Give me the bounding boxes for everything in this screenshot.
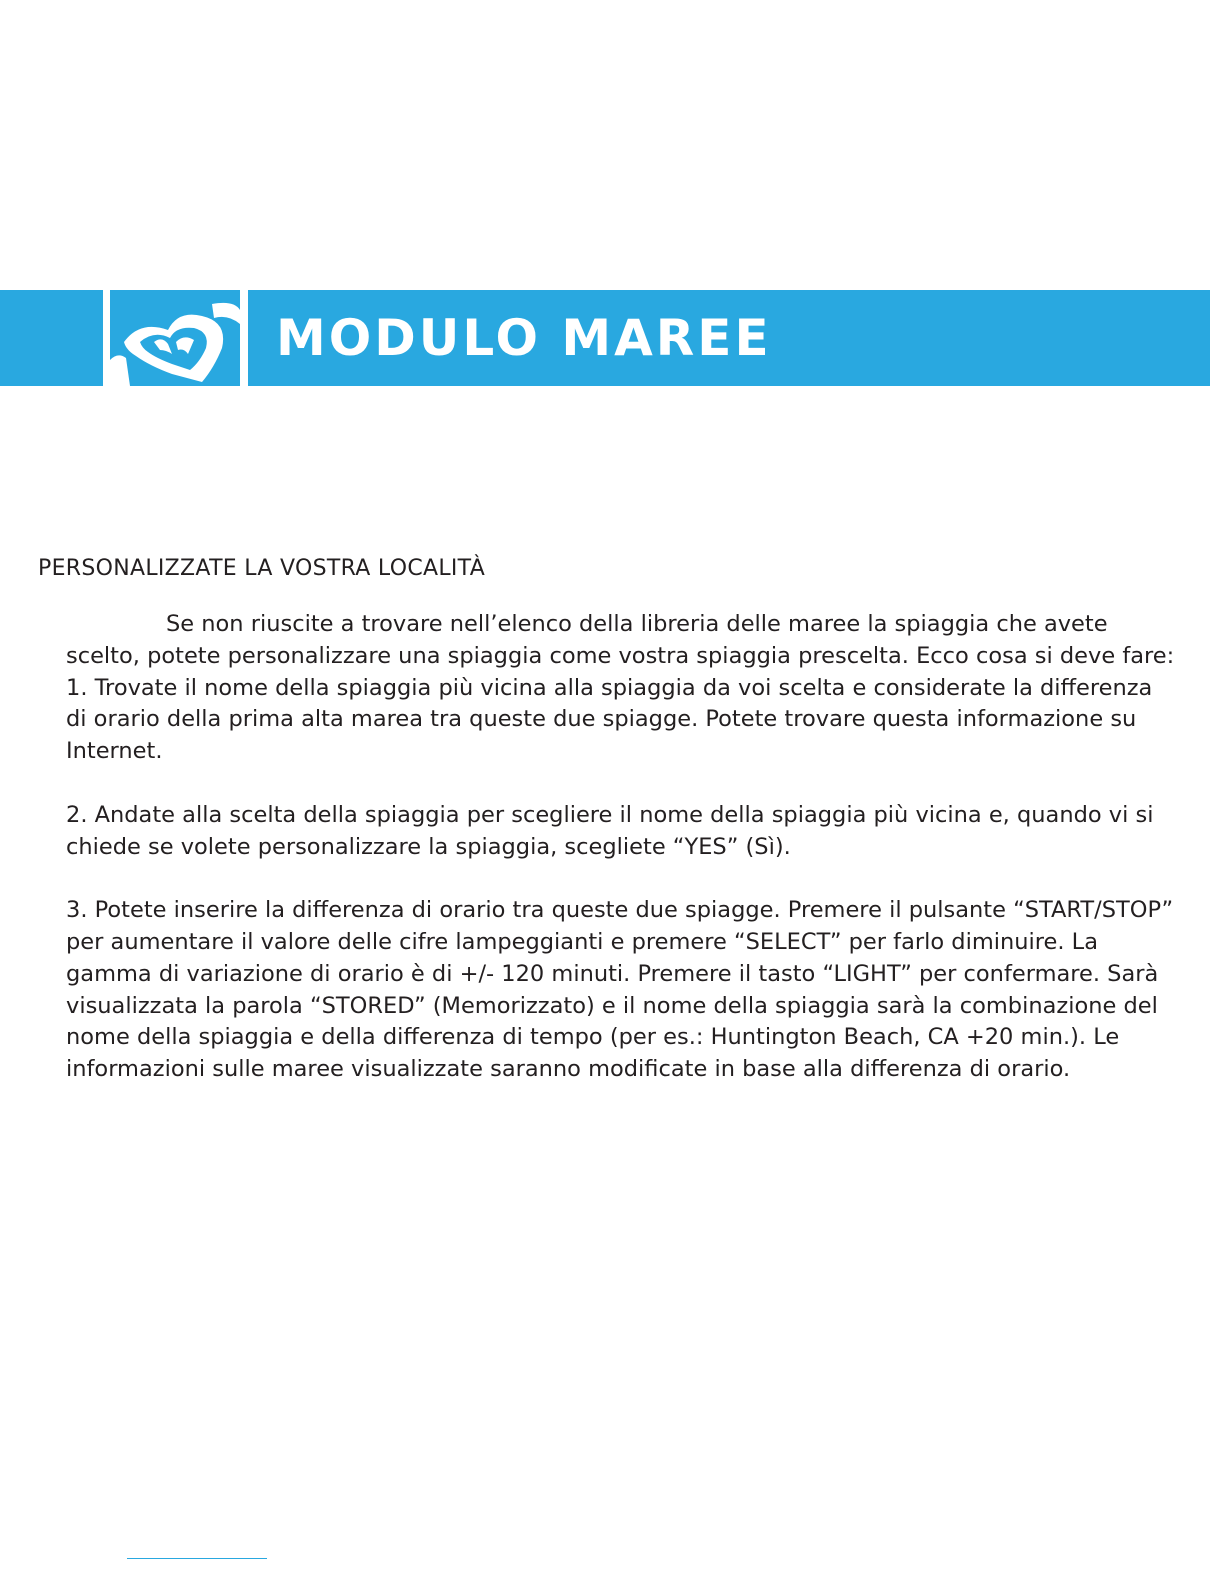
step-1: 1. Trovate il nome della spiaggia più vicina alla spiaggia da voi scelta e considerate la differenza di orario della prima alta marea tra queste due spiagge. Potete trovare questa informazione su Internet.: [66, 674, 1153, 765]
section-heading: PERSONALIZZATE LA VOSTRA LOCALITÀ: [38, 556, 486, 581]
step-3: 3. Potete inserire la differenza di orario tra queste due spiagge. Premere il pulsante “START/STOP” per aumentare il valore delle cifre lampeggianti e premere “SELECT” per farlo diminuire. La gamma di variazione di orario è di +/- 120 minuti. Premere il tasto “LIGHT” per confermare. Sarà visualizzata la parola “STORED” (Memorizzato) e il nome della spiaggia sarà la combinazione del nome della spiaggia e della differenza di tempo (per es.: Huntington Beach, CA +20 min.). Le informazioni sulle maree visualizzate saranno modificate in base alla differenza di orario.: [66, 897, 1174, 1083]
header-logo-box: [110, 290, 240, 386]
intro-paragraph: [66, 609, 1176, 673]
footer-rule: [127, 1558, 267, 1559]
intro-text: Se non riuscite a trovare nell’elenco della libreria delle maree la spiaggia che avete scelto, potete personalizzare una spiaggia come vostra spiaggia prescelta. Ecco cosa si deve fare:: [66, 611, 1175, 669]
step-2: 2. Andate alla scelta della spiaggia per scegliere il nome della spiaggia più vicina e, quando vi si chiede se volete personalizzare la spiaggia, scegliete “YES” (Sì).: [66, 801, 1154, 860]
paragraph-gap: [66, 768, 1176, 800]
header-banner: [248, 290, 1210, 386]
paragraph-gap: [66, 863, 1176, 895]
heart-wave-logo-icon: [110, 290, 240, 386]
header-left-block: [0, 290, 103, 386]
page-title: MODULO MAREE: [276, 309, 772, 367]
instructions-body: [66, 609, 1176, 1086]
